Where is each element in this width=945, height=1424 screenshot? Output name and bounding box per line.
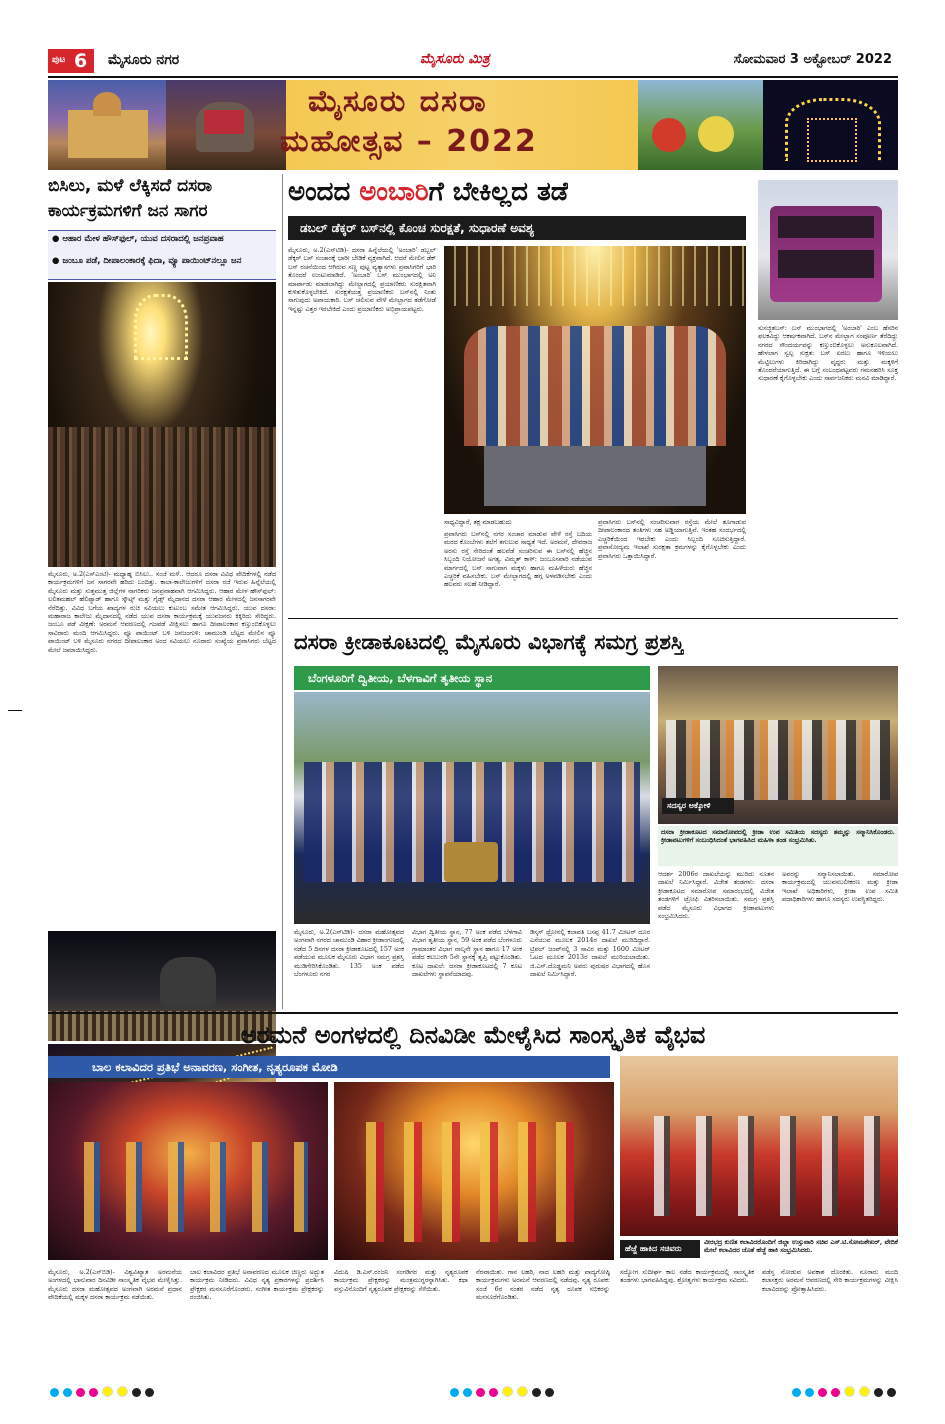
registration-dot xyxy=(502,1386,513,1397)
story-crowds-headline: ಬಿಸಿಲು, ಮಳೆ ಲೆಕ್ಕಿಸದೆ ದಸರಾ ಕಾರ್ಯಕ್ರಮಗಳಿಗೆ ಜನ ಸಾಗರ xyxy=(48,176,213,221)
registration-dots-left xyxy=(48,1382,156,1401)
story-sports-col3: ಡಿಸ್ಕಸ್ ಥ್ರೋನಲ್ಲಿ ಕಲಾವತಿ ಬಸಪ್ಪ 41.7 ಮೀಟರ್ ದೂರ ಎಸೆಯುವ ಮೂಲಕ 2014ರ ದಾಖಲೆ ಮುರಿದಿದ್ದಾರೆ. ಟ್ರಿಪಲ್ ಜಂಪ್‌ನಲ್ಲಿ 3 ಸಾವಿರ ಮತ್ತು 1600 ಮೀಟರ್ ಓಟದ ಮೂಲಕ 2013ರ ದಾಖಲೆ ಮುರಿಯಲಾಯಿತು. ಜಿ.ಎಸ್.ದೊಡ್ಡಮನಿ ಅವರು ಪುರುಷರ ವಿಭಾಗದಲ್ಲಿ ಹೊಸ ದಾಖಲೆ ನಿರ್ಮಿಸಿದ್ದಾರೆ. xyxy=(530,928,650,979)
story-culture-col6: ಪಡೆಸ್ತ ನೋಡುವ ಅವಕಾಶ ದೊರಕಿತು. ನೂರಾರು ಮಂದಿ ಕಲಾಸಕ್ತರು ಅರಮನೆ ಆವರಣದಲ್ಲಿ ಸೇರಿ ಕಾರ್ಯಕ್ರಮಗಳನ್ನು ವೀಕ್ಷಿಸಿ ಕಲಾವಿದರನ್ನು ಪ್ರೋತ್ಸಾಹಿಸಿದರು. xyxy=(762,1268,898,1293)
registration-dot xyxy=(545,1388,554,1397)
story-sports xyxy=(288,622,898,1012)
registration-dot xyxy=(145,1388,154,1397)
story-culture-col3: ವಿದುಷಿ ಡಿ.ಎಸ್.ರಂಜನಿ ಸಂಗಡಿಗರ ಮತ್ತು ನೃತ್ಯರೂಪಕ ಕಾರ್ಯಕ್ರಮ ಪ್ರೇಕ್ಷಕರನ್ನು ಮಂತ್ರಮುಗ್ಧರನ್ನಾಗಿಸಿತು. ಕಥಾ ವಸ್ತುವಿನೊಂದಿಗೆ ನೃತ್ಯರೂಪಕ ಪ್ರೇಕ್ಷಕರನ್ನು ಸೆಳೆಯಿತು. xyxy=(334,1268,468,1293)
minister-dance-photo xyxy=(620,1056,898,1236)
registration-dot xyxy=(63,1388,72,1397)
banner-title-line2: ಮಹೋತ್ಸವ – 2022 xyxy=(280,124,538,159)
story-culture-subhead: ಬಾಲ ಕಲಾವಿದರ ಪ್ರತಿಭೆ ಅನಾವರಣ, ಸಂಗೀತ, ನೃತ್ಯರೂಪಕ ಮೋಡಿ xyxy=(48,1056,610,1078)
registration-dot xyxy=(489,1388,498,1397)
elephant-photo xyxy=(166,80,286,170)
story-sports-col2: ವಿಭಾಗ ದ್ವಿತೀಯ ಸ್ಥಾನ, 77 ಅಂಕ ಪಡೆದ ಬೆಳಗಾವಿ ವಿಭಾಗ ತೃತೀಯ ಸ್ಥಾನ, 59 ಅಂಕ ಪಡೆದ ಬೆಂಗಳೂರು ಗ್ರಾಮಾಂತರ ವಿಭಾಗ ನಾಲ್ಕನೇ ಸ್ಥಾನ ಹಾಗೂ 17 ಅಂಕ ಪಡೆದ ಕಲಬುರಗಿ 5ನೇ ಸ್ಥಾನಕ್ಕೆ ತೃಪ್ತಿ ಪಟ್ಟುಕೊಂಡಿತು. ಕೂಟ ದಾಖಲೆ: ದಸರಾ ಕ್ರೀಡಾಕೂಟದಲ್ಲಿ 7 ಕೂಟ ದಾಖಲೆಗಳು ಸ್ಥಾಪನೆಯಾದವು. xyxy=(412,928,522,979)
dance-photo xyxy=(48,1082,328,1260)
registration-dot xyxy=(50,1388,59,1397)
yakshagana-photo xyxy=(334,1082,614,1260)
registration-dot xyxy=(476,1388,485,1397)
story-ambari-headline xyxy=(288,174,568,210)
story-ambari-col2: ಪ್ರವಾಸಿಗರು ಬಸ್‌ನಲ್ಲಿ ನಗರ ಸಂಚಾರ ಮಾಡುವ ವೇಳೆ ರಸ್ತೆ ಬದಿಯ ಮರದ ಕೊಂಬೆಗಳು ತಲೆಗೆ ತಗುಲುವ ಸಾಧ್ಯತೆ ಇದೆ. ಅರಮನೆ, ದೇವರಾಜ ಅರಸು ರಸ್ತೆ ಸೇರಿದಂತೆ ಹಲವೆಡೆ ಸಂಚರಿಸುವ ಈ ಬಸ್‌ನಲ್ಲಿ ಹೆಚ್ಚಿನ ಸಿಬ್ಬಂದಿ ನಿಯೋಜನೆ ಅಗತ್ಯ. ವಿಮ್ಮತ್ ಕಾಳ್: ಜಂಬೂಸವಾರಿ ನಡೆಯುವ ಮಾರ್ಗದಲ್ಲಿ ಬಸ್ ಸಾಗುವಾಗ ಮಕ್ಕಳು ಹಾಗೂ ಮಹಿಳೆಯರು ಹೆಚ್ಚಿನ ಎಚ್ಚರಿಕೆ ವಹಿಸಬೇಕು. ಬಸ್ ಮೇಲ್ಭಾಗದಲ್ಲಿ ಹಗ್ಗ ಅಳವಡಿಸಬೇಕು ಎಂದು ಹಲವರು ಸಲಹೆ ನೀಡಿದ್ದಾರೆ. xyxy=(444,530,592,589)
registration-dot xyxy=(517,1386,528,1397)
story-ambari-subhead: ಡಬಲ್ ಡೆಕ್ಕರ್ ಬಸ್‌ನಲ್ಲಿ ಕೊಂಚ ಸುರಕ್ಷತೆ, ಸುಧಾರಣೆ ಅವಶ್ಯ xyxy=(288,216,746,240)
womens-team-photo xyxy=(294,692,650,924)
felicitation-caption-box xyxy=(658,826,898,866)
crop-mark xyxy=(8,710,22,711)
bus-photo-caption: ಸಾಧ್ಯವಿದ್ದಾರೆ, ತಕ್ಷ ಮಾಡಬಹುದು xyxy=(444,518,512,526)
story-culture-col2: ಬಾಲ ಕಲಾವಿದರ ಪ್ರತಿಭೆ ಅನಾವರಣದ ಮೂಲಕ ಚಿಣ್ಣರು ಅದ್ಭುತ ಕಾರ್ಯಕ್ರಮ ನೀಡಿದರು. ವಿವಿಧ ನೃತ್ಯ ಪ್ರಕಾರಗಳನ್ನು ಪ್ರದರ್ಶಿಸಿ ಪ್ರೇಕ್ಷಕರ ಮನಸೂರೆಗೊಂಡರು. ಸಂಗೀತ ಕಾರ್ಯಕ್ರಮ ಪ್ರೇಕ್ಷಕರನ್ನು ರಂಜಿಸಿತು. xyxy=(190,1268,324,1302)
registration-dot xyxy=(102,1386,113,1397)
registration-dot xyxy=(76,1388,85,1397)
registration-dot xyxy=(831,1388,840,1397)
paper-name: ಮೈಸೂರು ಮಿತ್ರ xyxy=(420,51,490,67)
headline-part-a: ಅಂದದ xyxy=(288,177,360,207)
registration-dots-mid xyxy=(448,1382,556,1401)
registration-dots-right xyxy=(790,1382,898,1401)
headline-part-ambari: ಅಂಬಾರಿ xyxy=(359,177,429,207)
banner-title-line1: ಮೈಸೂರು ದಸರಾ xyxy=(308,84,488,119)
masthead xyxy=(48,45,898,78)
story-ambari-col1: ಮೈಸೂರು, ಅ.2(ಎಸ್‌ಟಿಡಿ)- ದಸರಾ ಹಿನ್ನೆಲೆಯಲ್ಲಿ 'ಅಂಬಾರಿ' ಡಬ್ಬಲ್ ಡೆಕ್ಕರ್ ಬಸ್ ಸಂಚಾರಕ್ಕೆ ಭಾರೀ ಬೇಡಿಕೆ ವ್ಯಕ್ತವಾಗಿದೆ. ಆದರೆ ಮೇಲಿನ ಡೆಕ್ ಬಸ್ ರಚನೆಯಿಂದ ಆಗಿರುವ ಸಣ್ಣ ಪುಟ್ಟ ವ್ಯತ್ಯಾಸಗಳು ಪ್ರವಾಸಿಗರಿಗೆ ಭಾರಿ ತೊಂದರೆ ಉಂಟುಮಾಡಿದೆ. 'ಅಂಬಾರಿ' ಬಸ್ ಮುಂಭಾಗದಲ್ಲಿ ಅನಿ ಮಾರ್ಪಾಡು ಮಾಡಲಾಗಿದ್ದು ಮೇಲ್ಭಾಗದಲ್ಲಿ ಪ್ರಯಾಣಿಕರು ಸುರಕ್ಷಿತವಾಗಿ ಕುಳಿತುಕೊಳ್ಳಬೇಕಿದೆ. ಸುರಕ್ಷತೆಯತ್ತ ಪ್ರಯಾಣಿಕರು ಬಸ್‌ನಲ್ಲಿ ನಿಂತು ಸಾಗುವುದು ಅಪಾಯಕಾರಿ. ಬಸ್ ಚಲಿಸುವ ವೇಳೆ ಮೇಲ್ಭಾಗದ ತಡೆಗೋಡೆ ಇನ್ನಷ್ಟು ಎತ್ತರ ಇರಬೇಕಿದೆ ಎಂದು ಪ್ರಯಾಣಿಕರು ಅಭಿಪ್ರಾಯಪಟ್ಟರು. xyxy=(288,246,436,313)
registration-dot xyxy=(887,1388,896,1397)
palace-photo-left xyxy=(48,80,166,170)
story-culture-col5: ಸದ್ಯೋಗ ಸುದೀರ್ಘ ಕಾಲ ನಡೆದ ಕಾರ್ಯಕ್ರಮದಲ್ಲಿ ಸಾಂಸ್ಕೃತಿಕ ತಂಡಗಳು ಭಾಗವಹಿಸಿದ್ದವು. ಶ್ರೋತೃಗಳು ಕಾರ್ಯಕ್ರಮ ಸವಿದರು. xyxy=(620,1268,754,1285)
minister-caption: ವೀರಭದ್ರ ಕುಣಿತ ಕಲಾವಿದರೊಂದಿಗೆ ಜಿಲ್ಲಾ ಉಸ್ತುವಾರಿ ಸಚಿವ ಎಸ್.ಟಿ.ಸೋಮಶೇಖರ್, ವೇದಿಕೆ ಮೇಲೆ ಕಲಾವಿದರ ಜೊತೆ ಹೆಜ್ಜೆ ಹಾಕಿ ಸಂಭ್ರಮಿಸಿದರು. xyxy=(704,1238,898,1255)
headline-part-c: ಗೆ ಬೇಕಿಲ್ಲದ ತಡೆ xyxy=(428,177,569,207)
story-ambari-col4: ಸುಸಜ್ಜಿತಬಸ್: ಬಸ್ ಮುಂಭಾಗದಲ್ಲಿ 'ಅಂಬಾರಿ' ಎಂಬ ಹೆಸರಿನ ಫಲಕವಿದ್ದು ಆಕರ್ಷಕವಾಗಿದೆ. ಬಸ್‌ನ ಮೇಲ್ಭಾಗ ಸಂಪೂರ್ಣ ತೆರೆದಿದ್ದು ನಗರದ ಸೌಂದರ್ಯವನ್ನು ಕಣ್ತುಂಬಿಕೊಳ್ಳಲು ಅನುಕೂಲವಾಗಿದೆ. ಹೇಳಲಾಗ ಸ್ವಲ್ಪ ಸುಕ್ಷತ: ಬಸ್ ಏರಲು ಹಾಗೂ ಇಳಿಯಲು ಮೆಟ್ಟಿಲುಗಳು ಕಿರಿದಾಗಿದ್ದು ವೃದ್ಧರು ಮತ್ತು ಮಕ್ಕಳಿಗೆ ತೊಂದರೆಯಾಗುತ್ತಿದೆ. ಈ ಬಗ್ಗೆ ಸಂಬಂಧಪಟ್ಟವರು ಗಮನಹರಿಸಿ ಸೂಕ್ತ ಸುಧಾರಣೆ ಕೈಗೊಳ್ಳಬೇಕು ಎಂದು ಸಾರ್ವಜನಿಕರು ಮನವಿ ಮಾಡಿದ್ದಾರೆ. xyxy=(758,324,898,383)
registration-dot xyxy=(450,1388,459,1397)
registration-dot xyxy=(463,1388,472,1397)
registration-dot xyxy=(844,1386,855,1397)
registration-dot xyxy=(89,1388,98,1397)
story-culture xyxy=(48,1016,898,1376)
felicitation-caption: ದಸರಾ ಕ್ರೀಡಾಕೂಟದ ಸಮಾರೋಪದಲ್ಲಿ ಕ್ರೀಡಾ ಉಪ ಸಮಿತಿಯ ಸದಸ್ಯರು ತಮ್ಮನ್ನು ಸನ್ಮಾನಿಸಿಕೊಂಡರು. ಕ್ರೀಡಾಪಟುಗಳಿಗೆ ಸಂಬಂಧಿಸಿದಂತೆ ಭಾಗವಹಿಸಿದ ಮಹಿಳಾ ತಂಡ ಸಂಭ್ರಮಿಸಿತು. xyxy=(661,828,895,845)
page-label: ಪುಟ xyxy=(52,55,66,65)
story-sports-col5: ಅವರನ್ನು ಸನ್ಮಾನಿಸಲಾಯಿತು. ಸಮಾರೋಪ ಕಾರ್ಯಕ್ರಮದಲ್ಲಿ ಯುವಸಬಲೀಕರಣ ಮತ್ತು ಕ್ರೀಡಾ ಇಲಾಖೆ ಅಧಿಕಾರಿಗಳು, ಕ್ರೀಡಾ ಉಪ ಸಮಿತಿ ಪದಾಧಿಕಾರಿಗಳು ಹಾಗೂ ಸದಸ್ಯರು ಉಪಸ್ಥಿತರಿದ್ದರು. xyxy=(782,870,898,904)
story-sports-col1: ಮೈಸೂರು, ಅ.2(ಎಸ್‌ಟಿಡಿ)- ದಸರಾ ಮಹೋತ್ಸವದ ಅಂಗವಾಗಿ ನಗರದ ಚಾಮುಂಡಿ ವಿಹಾರ ಕ್ರೀಡಾಂಗಣದಲ್ಲಿ ನಡೆದ 5 ದಿನಗಳ ದಸರಾ ಕ್ರೀಡಾಕೂಟದಲ್ಲಿ 157 ಅಂಕ ಪಡೆಯುವ ಮೂಲಕ ಮೈಸೂರು ವಿಭಾಗ ಸಮಗ್ರ ಪ್ರಶಸ್ತಿ ಮುಡಿಗೇರಿಸಿಕೊಂಡಿತು. 135 ಅಂಕ ಪಡೆದ ಬೆಂಗಳೂರು ನಗರ xyxy=(294,928,404,979)
felicitation-tag: ಸದಸ್ಯರ ಅಕ್ಕೋಳಿ xyxy=(662,798,734,814)
section-title: ಮೈಸೂರು ನಗರ xyxy=(108,52,180,68)
registration-dot xyxy=(818,1388,827,1397)
color-registration-marks xyxy=(48,1380,898,1396)
column-divider-left xyxy=(282,174,283,1009)
registration-dot xyxy=(859,1386,870,1397)
story-sports-subhead: ಬೆಂಗಳೂರಿಗೆ ದ್ವಿತೀಯ, ಬೆಳಗಾವಿಗೆ ತೃತೀಯ ಸ್ಥಾನ xyxy=(294,666,650,690)
registration-dot xyxy=(117,1386,128,1397)
bus-passengers-photo xyxy=(444,246,746,514)
rule-before-culture xyxy=(48,1012,898,1014)
flower-show-photo xyxy=(638,80,763,170)
story-culture-col4: ನೆರವಾಯಿತು. ಗಾನ ಲಹರಿ, ನಾದ ಲಹರಿ ಮತ್ತು ವಾದ್ಯಗೋಷ್ಠಿ ಕಾರ್ಯಕ್ರಮಗಳು ಅರಮನೆ ಆವರಣದಲ್ಲಿ ನಡೆದವು. ನೃತ್ಯ ರೂಪಕ: ಸಂಜೆ 6ರ ನಂತರ ನಡೆದ ನೃತ್ಯ ರೂಪಕ ಸಭಿಕರನ್ನು ಮನಸೂರೆಗೊಂಡಿತು. xyxy=(476,1268,610,1302)
story-crowds-bullets xyxy=(48,230,276,280)
story-sports-col4: ಆದರ್ಶ 2006ರ ದಾಖಲೆಯನ್ನು ಮುರಿದು ನೂತನ ದಾಖಲೆ ನಿರ್ಮಿಸಿದ್ದಾರೆ. ವಿಜೇತ ತಂಡಗಳು: ದಸರಾ ಕ್ರೀಡಾಕೂಟದ ಸಮಾರೋಪ ಸಮಾರಂಭದಲ್ಲಿ ವಿಜೇತ ತಂಡಗಳಿಗೆ ಟ್ರೋಫಿ ವಿತರಿಸಲಾಯಿತು. ಸಮಗ್ರ ಪ್ರಶಸ್ತಿ ಪಡೆದ ಮೈಸೂರು ವಿಭಾಗದ ಕ್ರೀಡಾಪಟುಗಳು ಸಂಭ್ರಮಿಸಿದರು. xyxy=(658,870,774,921)
ambari-bus-photo xyxy=(758,180,898,320)
dasara-banner xyxy=(48,80,898,170)
story-culture-col1: ಮೈಸೂರು, ಅ.2(ಎಸ್‌ಬಿಡಿ)- ವಿಶ್ವವಿಖ್ಯಾತ ಅರಮನೆಯ ಅಂಗಳದಲ್ಲಿ ಭಾನುವಾರ ದಿನವಿಡೀ ಸಾಂಸ್ಕೃತಿಕ ವೈಭವ ಮೇಳೈಸಿತ್ತು. ಮೈಸೂರು ದಸರಾ ಮಹೋತ್ಸವದ ಅಂಗವಾಗಿ ಅರಮನೆ ಪ್ರಧಾನ ವೇದಿಕೆಯಲ್ಲಿ ಮಕ್ಕಳ ದಸರಾ ಕಾರ್ಯಕ್ರಮ ನಡೆಯಿತು. xyxy=(48,1268,182,1302)
rule-after-bus xyxy=(288,618,898,619)
registration-dot xyxy=(792,1388,801,1397)
registration-dot xyxy=(132,1388,141,1397)
page-number-badge xyxy=(48,49,94,73)
story-ambari-bus xyxy=(288,174,898,614)
minister-tag: ಹೆಜ್ಜೆ ಹಾಕಿದ ಸಚಿವರು xyxy=(620,1240,700,1258)
issue-date: ಸೋಮವಾರ 3 ಅಕ್ಟೋಬರ್ 2022 xyxy=(733,52,892,67)
story-ambari-col3: ಪ್ರವಾಸಿಗರು ಬಸ್‌ನಲ್ಲಿ ಸಂಚರಿಸುವಾಗ ರಸ್ತೆಯ ಮೇಲೆ ತೂಗಾಡುವ ದೀಪಾಲಂಕಾರದ ತಂತಿಗಳು ಸಹ ಅಡ್ಡಿಯಾಗುತ್ತಿವೆ. ಇಂತಹ ಸಂದರ್ಭದಲ್ಲಿ ಎಚ್ಚರಿಕೆಯಿಂದ ಇರಬೇಕು ಎಂದು ಸಿಬ್ಬಂದಿ ಸೂಚಿಸುತ್ತಿದ್ದಾರೆ. ಪ್ರವಾಸೋದ್ಯಮ ಇಲಾಖೆ ಸುರಕ್ಷತಾ ಕ್ರಮಗಳನ್ನು ಕೈಗೊಳ್ಳಬೇಕು ಎಂದು ಪ್ರವಾಸಿಗರು ಒತ್ತಾಯಿಸಿದ್ದಾರೆ. xyxy=(598,518,746,560)
masthead-rule xyxy=(48,76,898,78)
story-culture-headline: ಅರಮನೆ ಅಂಗಳದಲ್ಲಿ ದಿನವಿಡೀ ಮೇಳೈಸಿದ ಸಾಂಸ್ಕೃತಿಕ ವೈಭವ xyxy=(240,1021,706,1049)
page-number: 6 xyxy=(74,50,88,72)
bullet-jumbo: ● ಜಂಬೂ ಪಡೆ, ದೀಪಾಲಂಕಾರಕ್ಕೆ ಫಿದಾ, ವ್ಯೂ ಪಾಯಿಂಟ್‌ನಲ್ಲೂ ಜನ xyxy=(52,256,242,266)
registration-dot xyxy=(532,1388,541,1397)
crowd-photo xyxy=(48,282,276,567)
bullet-food-fair: ● ಆಹಾರ ಮೇಳ ಹೌಸ್‌ಫುಲ್, ಯುವ ದಸರಾದಲ್ಲಿ ಜನಪ್ರವಾಹ xyxy=(52,234,224,244)
story-sports-headline: ದಸರಾ ಕ್ರೀಡಾಕೂಟದಲ್ಲಿ ಮೈಸೂರು ವಿಭಾಗಕ್ಕೆ ಸಮಗ್ರ ಪ್ರಶಸ್ತಿ xyxy=(294,630,684,654)
registration-dot xyxy=(805,1388,814,1397)
minister-caption-box xyxy=(620,1238,898,1262)
registration-dot xyxy=(874,1388,883,1397)
story-crowds-body: ಮೈಸೂರು, ಅ.2(ಎಸ್‌ಎಂಟಿ)- ಮಧ್ಯಾಹ್ನ ಬಿಸಿಲು.. ಸಂಜೆ ಮಳೆ.. ಆದರೂ ದಸರಾ ವಿವಿಧ ವೇದಿಕೆಗಳಲ್ಲಿ ನಡೆದ ಕಾರ್ಯಕ್ರಮಗಳಿಗೆ ಜನ ಸಾಗರವೇ ಹರಿದು ಬಂದಿತ್ತು. ಕಾಲಾ-ಕಾಲೇಜುಗಳಿಗೆ ದಸರಾ ರಜೆ ಇರುವ ಹಿನ್ನೆಲೆಯಲ್ಲಿ ಮೈಸೂರು ಮತ್ತು ಸುತ್ತಮುತ್ತ ಜಿಲ್ಲೆಗಳ ನಾಗರಿಕರು ಜನಪ್ರವಾಹವಾಗಿ ಆಗಮಿಸಿದ್ದರು. ಆಹಾರ ಮೇಳ ಹೌಸ್‌ಫುಲ್: ಲಲಿತಮಹಲ್ ಹೆಲಿಪ್ಯಾಡ್ ಹಾಗೂ ಸ್ಕೌಟ್ಸ್ ಮತ್ತು ಗೈಡ್ಸ್ ಮೈದಾನದ ದಸರಾ ಆಹಾರ ಮೇಳದಲ್ಲಿ ಜನಸಾಗರವೇ ನೆರೆದಿತ್ತು. ವಿವಿಧ ಬಗೆಯ ಖಾದ್ಯಗಳ ರುಚಿ ಸವಿಯಲು ಕುಟುಂಬ ಸಮೇತ ಆಗಮಿಸಿದ್ದರು. ಯುವ ದಸರಾ: ಮಹಾರಾಜ ಕಾಲೇಜು ಮೈದಾನದಲ್ಲಿ ನಡೆದ ಯುವ ದಸರಾ ಕಾರ್ಯಕ್ರಮಕ್ಕೆ ಯುವಜನರು ಕಿಕ್ಕಿರಿದು ಸೇರಿದ್ದರು. ಜಂಬೂ ಪಡೆ ವೀಕ್ಷಣೆ: ಅರಮನೆ ಆವರಣದಲ್ಲಿ ಗಜಪಡೆ ವೀಕ್ಷಿಸಲು ಹಾಗೂ ದೀಪಾಲಂಕಾರ ಕಣ್ತುಂಬಿಕೊಳ್ಳಲು ಸಾವಿರಾರು ಮಂದಿ ಆಗಮಿಸಿದ್ದರು. ವ್ಯೂ ಪಾಯಿಂಟ್ ಬಳಿ ಜನಜಂಗುಳಿ: ಚಾಮುಂಡಿ ಬೆಟ್ಟದ ಮೇಲಿನ ವ್ಯೂ ಪಾಯಿಂಟ್ ಬಳಿ ಮೈಸೂರು ನಗರದ ದೀಪಾಲಂಕಾರ ಅಂದ ಸವಿಯಲು ನೂರಾರು ಸಂಖ್ಯೆಯ ಪ್ರವಾಸಿಗರು ಬೆಟ್ಟದ ಮೇಲೆ ಜಮಾಯಿಸಿದ್ದರು. xyxy=(48,570,276,654)
illuminated-palace-photo xyxy=(763,80,898,170)
